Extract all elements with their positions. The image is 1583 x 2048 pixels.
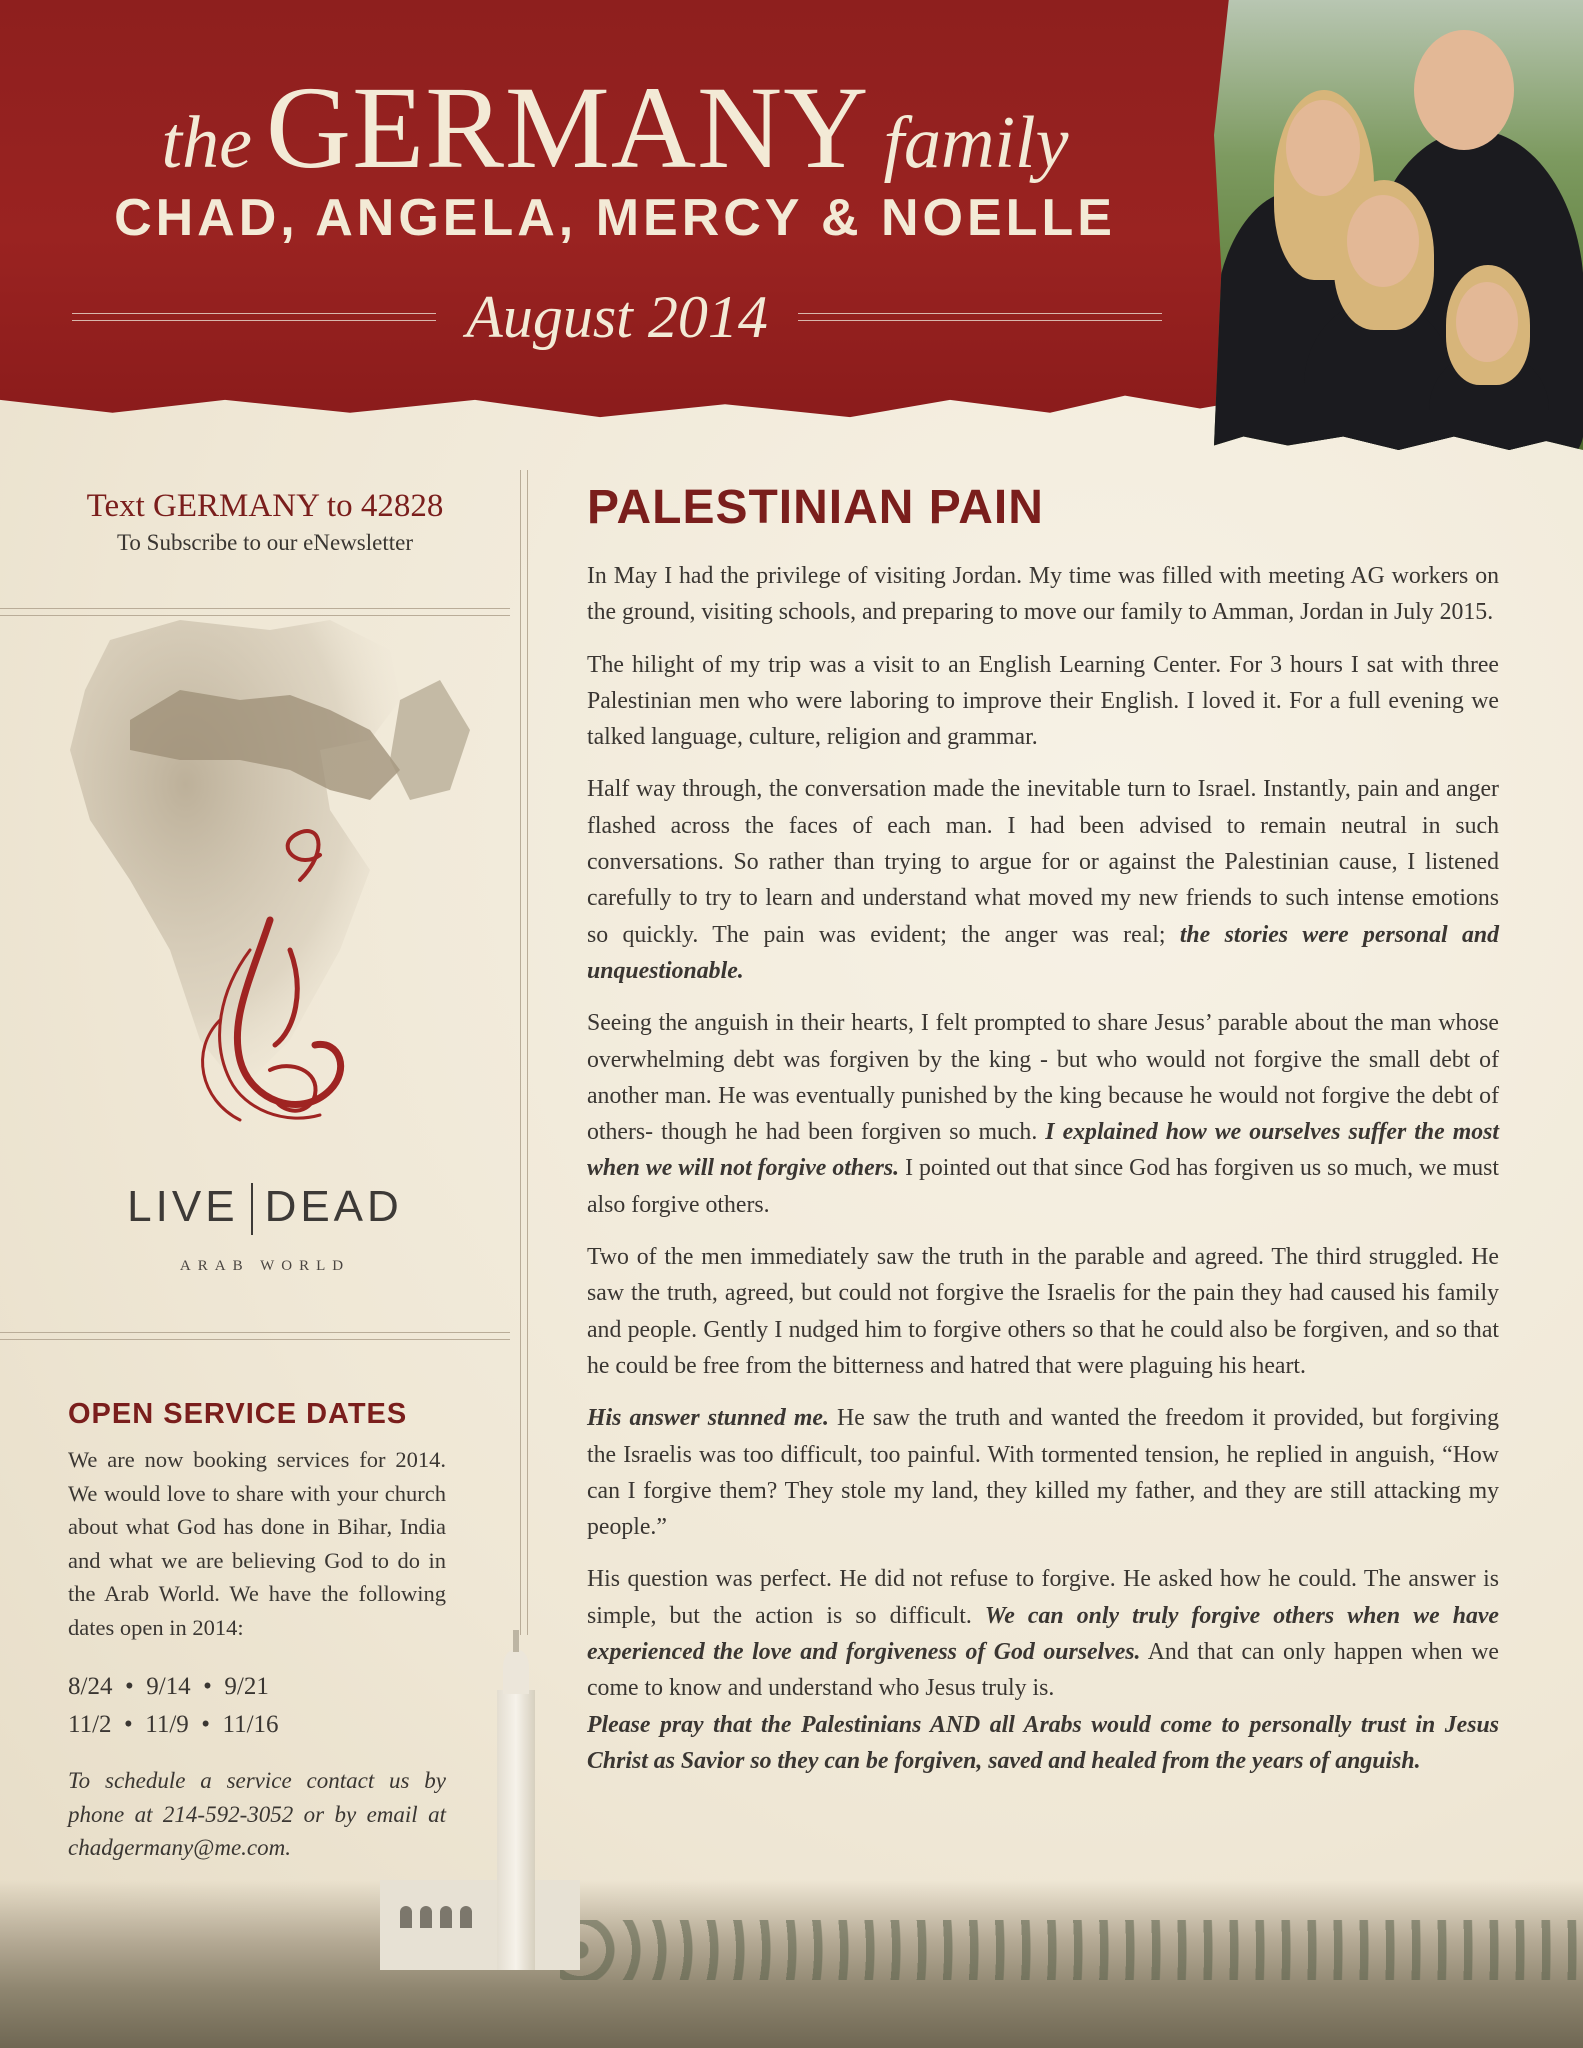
africa-map-illustration	[70, 620, 490, 1180]
text-subscribe-cta: Text GERMANY to 42828	[86, 488, 444, 524]
logo-separator	[251, 1183, 253, 1235]
title-the: the	[161, 102, 252, 184]
logo-dead: DEAD	[264, 1182, 403, 1231]
issue-date-row	[72, 282, 1162, 352]
article-emphasis: I explained how we ourselves suffer the most when we will not forgive others.	[587, 1119, 1499, 1182]
article-paragraph	[587, 771, 1499, 989]
father-head	[1414, 30, 1514, 150]
arabian-peninsula	[390, 680, 470, 800]
issue-date: August 2014	[466, 283, 768, 350]
article-paragraph	[587, 1005, 1499, 1223]
logo-live: LIVE	[127, 1182, 239, 1231]
minaret-dome	[503, 1650, 529, 1694]
service-dates-row: 11/2 • 11/9 • 11/16	[68, 1711, 279, 1738]
service-dates-row: 8/24 • 9/14 • 9/21	[68, 1673, 269, 1700]
mother-head	[1286, 100, 1360, 196]
mosque-window	[400, 1906, 412, 1928]
article-text: He saw the truth and wanted the freedom it provided, but forgiving the Israelis was too difficult, too painful. With tormented tension, he replied in anguish, “How can I forgive them? They stole my land, they killed my father, and they are still attacking my people.”	[587, 1405, 1499, 1541]
mosque-window	[440, 1906, 452, 1928]
article-paragraph	[587, 1561, 1499, 1706]
title-surname: GERMANY	[265, 62, 870, 193]
article-prayer-request: Please pray that the Palestinians AND all Arabs would come to personally trust in Jesus Christ as Savior so they can be forgiven, saved and healed from the years of anguish.	[587, 1711, 1499, 1774]
divider-bottom	[0, 1332, 510, 1340]
africa-landmass	[70, 620, 400, 1090]
service-dates	[68, 1668, 468, 1744]
masthead-title	[0, 60, 1230, 196]
title-family: family	[883, 102, 1069, 184]
minaret-spire	[513, 1630, 519, 1652]
minaret-tower	[497, 1690, 535, 1970]
article-text: And that can only happen when we come to know and understand who Jesus truly is.	[587, 1639, 1499, 1702]
mosque-window	[420, 1906, 432, 1928]
logo-subtitle: ARAB WORLD	[179, 1258, 351, 1274]
family-names: CHAD, ANGELA, MERCY & NOELLE	[114, 189, 1116, 247]
divider-top	[0, 608, 510, 616]
article-paragraph	[587, 1400, 1499, 1545]
article-emphasis: the stories were personal and unquestionable.	[587, 921, 1499, 984]
article-text: Half way through, the conversation made the inevitable turn to Israel. Instantly, pain and anger flashed across the faces of each man. I had been advised to remain neutral in such conversations. So rather than trying to argue for or against the Palestinian cause, I listened carefully to try to learn and understand what moved my new friends to such intense emotions so quickly. The pain was evident; the anger was real;	[587, 776, 1499, 948]
service-contact: To schedule a service contact us by phone at 214-592-3052 or by email at chadgermany@me.com.	[68, 1768, 446, 1860]
mosque-window	[460, 1906, 472, 1928]
article-paragraph: In May I had the privilege of visiting Jordan. My time was filled with meeting AG workers on the ground, visiting schools, and preparing to move our family to Amman, Jordan in July 2015.	[587, 563, 1499, 626]
date-rule-right	[798, 313, 1162, 321]
article-text: I pointed out that since God has forgiven us so much, we must also forgive others.	[587, 1155, 1499, 1218]
article-body	[587, 558, 1499, 1795]
article-title: PALESTINIAN PAIN	[587, 481, 1044, 534]
service-body: We are now booking services for 2014. We would love to share with your church about what God has done in Bihar, India and what we are believing God to do in the Arab World. We have the following dates open in 2014:	[68, 1447, 446, 1640]
text-subscribe-sub: To Subscribe to our eNewsletter	[116, 530, 414, 555]
article-text: His question was perfect. He did not refuse to forgive. He asked how he could. The answer is simple, but the action is so difficult.	[587, 1566, 1499, 1629]
article-emphasis: We can only truly forgive others when we have experienced the love and forgiveness of God ourselves.	[587, 1602, 1499, 1666]
article-paragraph: The hilight of my trip was a visit to an English Learning Center. For 3 hours I sat with three Palestinian men who were laboring to improve their English. I loved it. For a full evening we talked language, culture, religion and grammar.	[587, 651, 1499, 751]
article-emphasis: His answer stunned me.	[587, 1405, 829, 1432]
younger-daughter-head	[1456, 282, 1518, 362]
date-rule-left	[72, 313, 436, 321]
olive-trees	[560, 1920, 1583, 1980]
column-divider	[520, 470, 528, 1635]
article-paragraph: Two of the men immediately saw the truth in the parable and agreed. The third struggled. He saw the truth, agreed, but could not forgive the Israelis for the pain they had caused his family and people. Gently I nudged him to forgive others so that he could also be forgiven, and so that he could be free from the bitterness and hatred that were plaguing his heart.	[587, 1244, 1499, 1379]
family-photo	[1214, 0, 1583, 450]
service-heading: OPEN SERVICE DATES	[68, 1398, 408, 1430]
live-dead-logo	[0, 1182, 530, 1235]
older-daughter-head	[1347, 195, 1419, 287]
article-text: Seeing the anguish in their hearts, I felt prompted to share Jesus’ parable about the man whose overwhelming debt was forgiven by the king - but who would not forgive the small debt of another man. He was eventually punished by the king because he would not forgive the debt of others- though he had been forgiven so much.	[587, 1010, 1499, 1146]
